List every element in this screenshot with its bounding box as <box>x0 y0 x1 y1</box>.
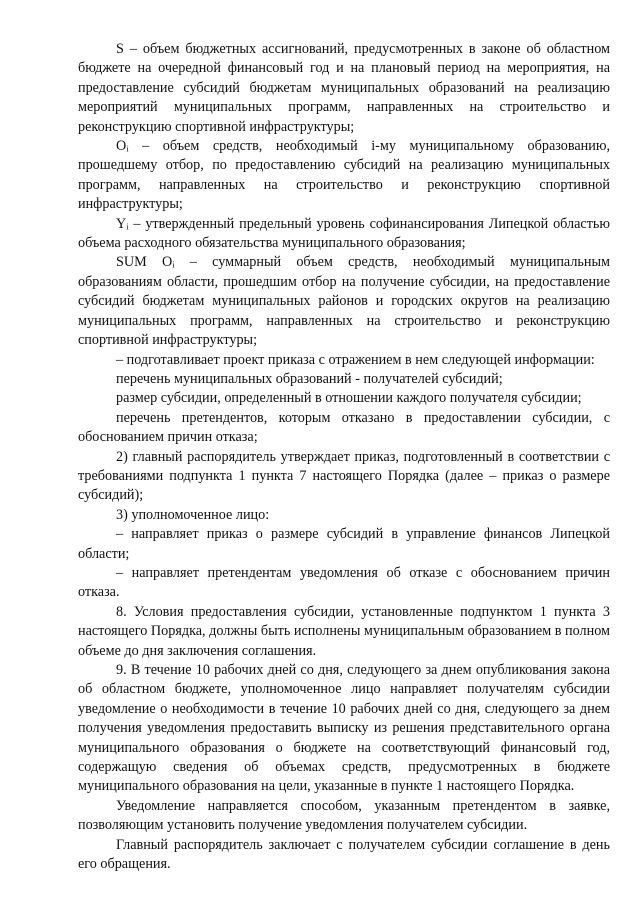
paragraph-send-rejections: – направляет претендентам уведомления об отказе с обоснованием причин отказа. <box>78 564 610 601</box>
paragraph-list-recipients: перечень муниципальных образований - получателей субсидий; <box>116 370 503 387</box>
paragraph-yi-definition: Yᵢ – утвержденный предельный уровень софинансирования Липецкой областью объема расходного обязательства муниципального образования; <box>78 215 610 252</box>
paragraph-section-9: 9. В течение 10 рабочих дней со дня, следующего за днем опубликования закона об областном бюджете, уполномоченное лицо направляет получателям субсидии уведомление о необходимости в течение 10 рабочих дней со дня, следующего за днем получения уведомления предоставить выписку из решения представительного органа муниципального образования о бюджете на соответствующий финансовый год, содержащую сведения об объемах средств, предусмотренных в бюджете муниципального образования на цели, указанные в пункте 1 настоящего Порядка. <box>78 662 610 795</box>
paragraph-rejected-list: перечень претендентов, которым отказано в предоставлении субсидии, с обоснованием причин отказа; <box>78 409 610 446</box>
paragraph-prepare-order: – подготавливает проект приказа с отражением в нем следующей информации: <box>116 351 595 368</box>
paragraph-item-3: 3) уполномоченное лицо: <box>116 506 270 523</box>
paragraph-send-order: – направляет приказ о размере субсидий в управление финансов Липецкой области; <box>78 526 610 562</box>
paragraph-sum-oi-definition: SUM Oᵢ – суммарный объем средств, необходимый муниципальным образованиям области, прошедшим отбор на получение субсидии, на предоставление субсидий бюджетам муниципальных районов и городских округов на реализацию муниципальных программ, направленных на строительство и реконструкцию спортивной инфраструктуры; <box>78 254 610 349</box>
paragraph-notification-method: Уведомление направляется способом, указанным претендентом в заявке, позволяющим установить получение уведомления получателем субсидии. <box>78 797 610 834</box>
paragraph-section-8: 8. Условия предоставления субсидии, установленные подпунктом 1 пункта 3 настоящего Порядка, должны быть исполнены муниципальным образованием в полном объеме до дня заключения соглашения. <box>78 603 610 659</box>
paragraph-subsidy-size: размер субсидии, определенный в отношении каждого получателя субсидии; <box>116 390 582 407</box>
document-page <box>78 40 610 874</box>
paragraph-s-definition: S – объем бюджетных ассигнований, предусмотренных в законе об областном бюджете на очередной финансовый год и на плановый период на мероприятия, на предоставление субсидий бюджетам муниципальных образований на реализацию мероприятий муниципальных программ, направленных на строительство и реконструкцию спортивной инфраструктуры; <box>78 41 610 135</box>
paragraph-oi-definition: Oᵢ – объем средств, необходимый i-му муниципальному образованию, прошедшему отбор, по предоставлению субсидий на реализацию муниципальных программ, направленных на строительство и реконструкцию спортивной инфраструктуры; <box>78 138 610 213</box>
paragraph-item-2: 2) главный распорядитель утверждает приказ, подготовленный в соответствии с требованиями подпункта 1 пункта 7 настоящего Порядка (далее – приказ о размере субсидий); <box>78 448 610 504</box>
paragraph-agreement: Главный распорядитель заключает с получателем субсидии соглашение в день его обращения. <box>78 836 610 873</box>
